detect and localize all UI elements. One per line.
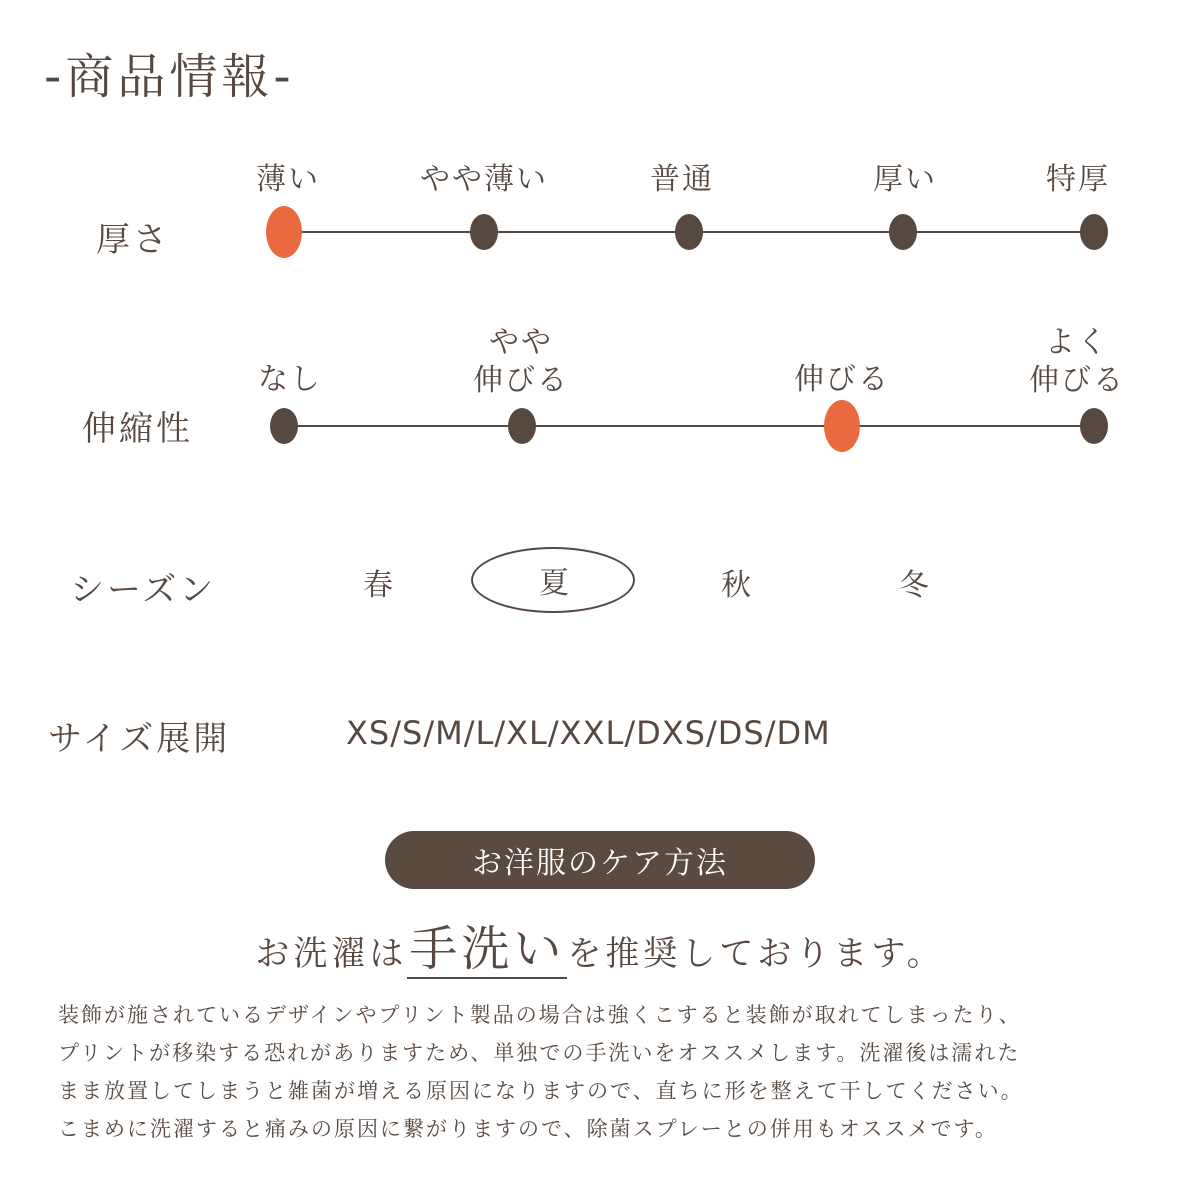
- care-body: [58, 996, 1158, 1148]
- thickness-option-thick: 厚い: [873, 162, 937, 197]
- thickness-dot: [889, 214, 917, 250]
- thickness-option-extra-thick: 特厚: [1046, 162, 1110, 197]
- care-statement: [0, 910, 1200, 979]
- care-statement-prefix: お洗濯は: [255, 934, 408, 974]
- care-heading: お洋服のケア方法: [385, 831, 815, 889]
- stretch-option-very-line2: 伸びる: [1029, 363, 1125, 398]
- stretch-option-very: [1029, 324, 1125, 400]
- thickness-option-thin: 薄い: [256, 162, 320, 197]
- thickness-dot: [675, 214, 703, 250]
- stretch-option-slightly: [473, 324, 569, 400]
- care-body-line: プリントが移染する恐れがありますため、単独での手洗いをオススメします。洗濯後は濡れた: [58, 1041, 1021, 1065]
- thickness-dot: [470, 214, 498, 250]
- stretch-option-stretches: [794, 361, 890, 399]
- thickness-dot: [1080, 214, 1108, 250]
- care-body-line: 装飾が施されているデザインやプリント製品の場合は強くこすると装飾が取れてしまったり、: [58, 1003, 1022, 1027]
- season-summer: 夏: [539, 566, 569, 601]
- page-title: -商品情報-: [44, 49, 295, 105]
- care-body-line: こまめに洗濯すると痛みの原因に繋がりますので、除菌スプレーとの併用もオススメです。: [58, 1117, 998, 1141]
- stretch-dot: [270, 408, 298, 444]
- care-statement-suffix: を推奨しております。: [567, 934, 945, 974]
- thickness-option-normal: 普通: [650, 162, 714, 197]
- thickness-option-slightly-thin: やや薄い: [420, 162, 548, 197]
- stretch-dot-selected: [824, 400, 860, 452]
- stretch-option-none: [258, 361, 322, 399]
- stretch-label: 伸縮性: [82, 409, 193, 449]
- thickness-label: 厚さ: [96, 220, 170, 260]
- care-body-line: まま放置してしまうと雑菌が増える原因になりますので、直ちに形を整えて干してください。: [58, 1079, 1024, 1103]
- season-label: シーズン: [70, 570, 217, 610]
- season-autumn: 秋: [721, 568, 751, 603]
- sizes-value: XS/S/M/L/XL/XXL/DXS/DS/DM: [346, 714, 831, 752]
- care-statement-emphasis: 手洗い: [409, 921, 566, 977]
- stretch-option-stretches-text: 伸びる: [794, 362, 890, 397]
- stretch-option-slightly-line1: やや: [489, 325, 553, 360]
- stretch-scale-track: [284, 425, 1094, 427]
- thickness-dot-selected: [266, 206, 302, 258]
- sizes-label: サイズ展開: [48, 719, 231, 759]
- season-spring: 春: [363, 568, 393, 603]
- stretch-dot: [1080, 408, 1108, 444]
- stretch-option-none-text: なし: [258, 362, 322, 397]
- stretch-option-slightly-line2: 伸びる: [473, 363, 569, 398]
- stretch-dot: [508, 408, 536, 444]
- stretch-option-very-line1: よく: [1045, 325, 1109, 360]
- season-winter: 冬: [899, 568, 929, 603]
